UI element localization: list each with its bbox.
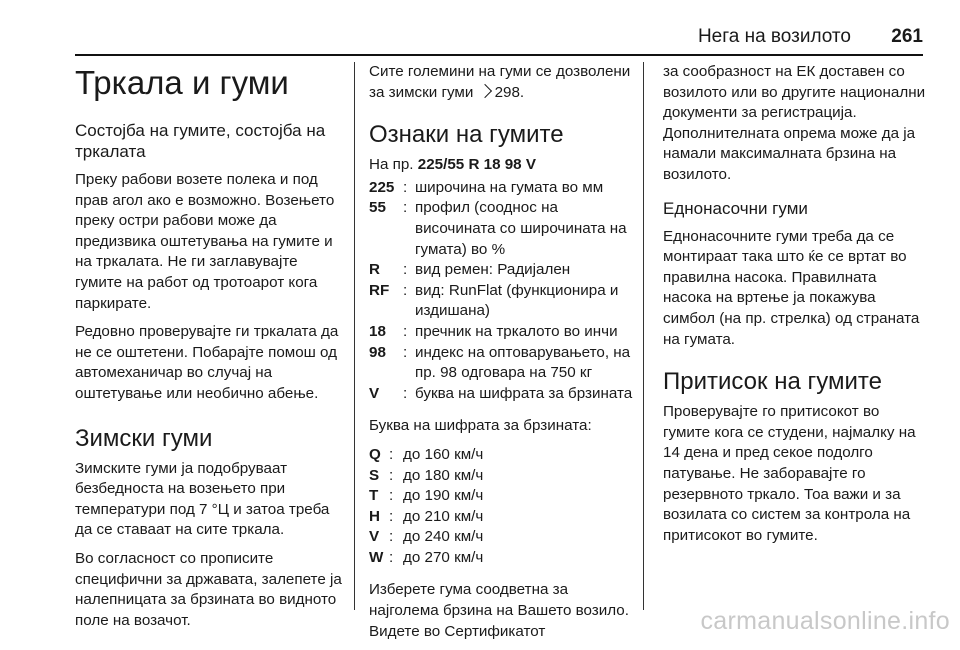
- marking-row-value: буква на шифрата за брзината: [415, 384, 633, 402]
- speed-list: [369, 445, 635, 569]
- pressure-heading: Притисок на гумите: [663, 368, 882, 396]
- marking-row-value: вид: RunFlat (функционира и издишана): [415, 281, 619, 320]
- marking-row-key: V: [369, 384, 380, 402]
- speed-row-key: W: [369, 548, 384, 566]
- speed-row-key: H: [369, 507, 380, 525]
- colon-separator: :: [389, 507, 394, 525]
- column-divider-2: [643, 62, 644, 610]
- markings-list: [369, 178, 635, 405]
- colon-separator: :: [403, 281, 408, 299]
- colon-separator: :: [403, 384, 408, 402]
- marking-row: [369, 343, 635, 384]
- colon-separator: :: [403, 178, 408, 196]
- column-1: [75, 62, 345, 639]
- marking-row: [369, 322, 635, 343]
- speed-row-key: T: [369, 487, 379, 505]
- marking-row-value: профил (сооднос на височината со широчината на гумата) во %: [415, 199, 627, 258]
- marking-row-value: пречник на тркалото во инчи: [415, 322, 618, 340]
- speed-row-key: S: [369, 466, 380, 484]
- watermark: carmanualsonline.info: [700, 607, 950, 635]
- page-header: [75, 22, 923, 52]
- speed-row-value: до 210 км/ч: [403, 507, 484, 525]
- marking-row: [369, 178, 635, 199]
- colon-separator: :: [389, 548, 394, 566]
- markings-heading: Ознаки на гумите: [369, 121, 564, 149]
- page-number: 261: [891, 26, 923, 47]
- column-2: [369, 62, 635, 650]
- state-heading: Состојба на гумите, состојба на тркалата: [75, 121, 326, 161]
- pressure-paragraph: Проверувајте го притисокот во гумите кога се студени, најмалку на 14 дена и пред секое подолго патување. Не заборавајте го резервното тркало. Тоа важи и за возилата со систем за контрола на притисокот во гумите.: [663, 403, 916, 544]
- directional-heading: Еднонасочни гуми: [663, 198, 808, 218]
- speed-row-value: до 190 км/ч: [403, 487, 484, 505]
- colon-separator: :: [389, 528, 394, 546]
- winter-paragraph-2: Во согласност со прописите специфични за државата, залепете ја налепницата за брзината во видното поле на возачот.: [75, 549, 342, 629]
- state-paragraph-1: Преку рабови возете полека и под прав агол ако е возможно. Возењето преку остри рабови може да предизвика оштетувања на гумите и на тркалата. Не ги заглавувајте гумите на работ од тротоарот кога паркирате.: [75, 171, 335, 312]
- state-paragraph-2: Редовно проверувајте ги тркалата да не се оштетени. Побарајте помош од автомеханичар во случај на оштетување или необично абење.: [75, 323, 339, 402]
- colon-separator: :: [403, 322, 408, 340]
- reference-page: 298.: [494, 83, 525, 101]
- speed-row-value: до 180 км/ч: [403, 466, 484, 484]
- marking-row-value: индекс на оптоварувањето, на пр. 98 одговара на 750 кг: [415, 343, 631, 382]
- speed-row: [369, 445, 635, 466]
- winter-paragraph-1: Зимските гуми ја подобруваат безбедноста на возењето при температури под 7 °Ц и затоа треба да се ставаат на сите тркала.: [75, 459, 330, 539]
- speed-row-value: до 160 км/ч: [403, 445, 484, 463]
- marking-row: [369, 198, 635, 260]
- colon-separator: :: [389, 445, 394, 463]
- column-3: [663, 62, 927, 554]
- header-rule: [75, 54, 923, 56]
- example-code: 225/55 R 18 98 V: [417, 156, 536, 174]
- marking-row: [369, 281, 635, 322]
- colon-separator: :: [389, 466, 394, 484]
- closing-paragraph: Изберете гума соодветна за најголема брзина на Вашето возило. Видете во Сертификатот: [369, 581, 629, 640]
- continuation-paragraph: за сообразност на ЕК доставен со возилото или во другите национални документи за регистрација. Дополнителната опрема може да ја намали максималната брзина на возилото.: [663, 63, 926, 183]
- speed-row-key: V: [369, 528, 380, 546]
- directional-paragraph: Еднонасочните гуми треба да се монтираат така што ќе се вртат во правилна насока. Правилната насока на вртење ја покажува симбол (на пр. стрелка) од страната на гумата.: [663, 227, 920, 348]
- marking-row-key: 225: [369, 178, 395, 196]
- colon-separator: :: [403, 343, 408, 361]
- speed-row: [369, 466, 635, 487]
- marking-row-value: вид ремен: Радијален: [415, 261, 571, 279]
- speed-row: [369, 486, 635, 507]
- speed-row-key: Q: [369, 445, 381, 463]
- marking-row: [369, 384, 635, 405]
- marking-row-key: 18: [369, 322, 386, 340]
- marking-row-key: 98: [369, 343, 386, 361]
- page-reference-icon: [478, 84, 492, 98]
- marking-row: [369, 260, 635, 281]
- intro-text: Сите големини на гуми се дозволени за зимски гуми: [369, 63, 631, 101]
- marking-row-value: широчина на гумата во мм: [415, 178, 604, 196]
- example-prefix: На пр.: [369, 156, 414, 174]
- colon-separator: :: [389, 487, 394, 505]
- marking-row-key: R: [369, 261, 380, 279]
- marking-row-key: 55: [369, 199, 386, 217]
- speed-row-value: до 240 км/ч: [403, 528, 484, 546]
- speed-row-value: до 270 км/ч: [403, 548, 484, 566]
- section-title: Нега на возилото: [697, 26, 851, 47]
- colon-separator: :: [403, 199, 408, 217]
- marking-row-key: RF: [369, 281, 390, 299]
- speed-intro: Буква на шифрата за брзината:: [369, 417, 592, 435]
- chapter-title: Тркала и гуми: [75, 64, 289, 101]
- colon-separator: :: [403, 261, 408, 279]
- speed-row: [369, 527, 635, 548]
- example-line: [369, 155, 635, 176]
- speed-row: [369, 507, 635, 528]
- winter-heading: Зимски гуми: [75, 424, 213, 452]
- speed-row: [369, 548, 635, 569]
- column-divider-1: [354, 62, 355, 610]
- intro-paragraph: [369, 62, 635, 103]
